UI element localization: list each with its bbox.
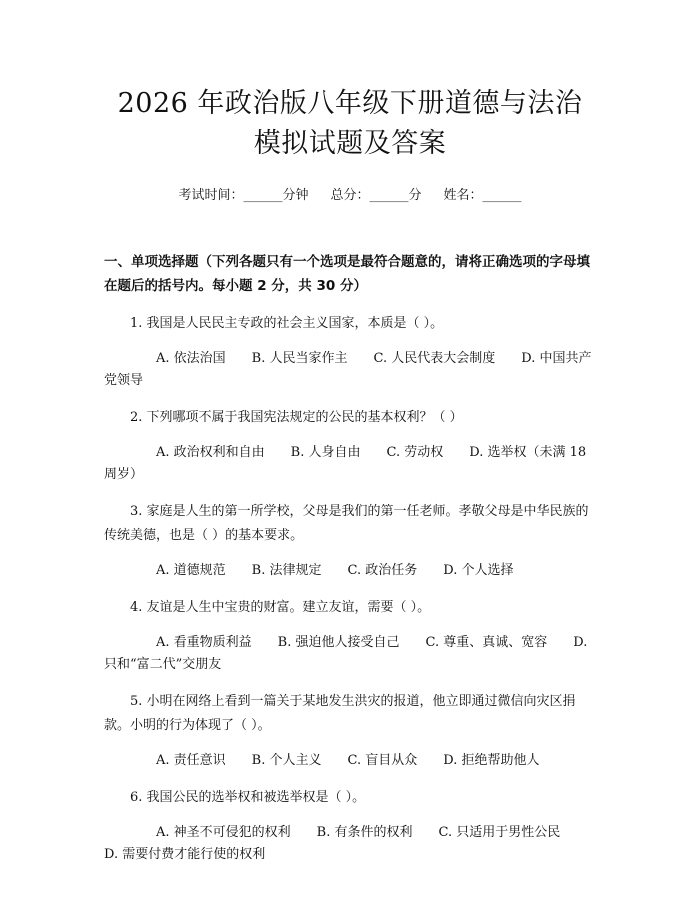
question-3-options (104, 560, 596, 582)
question-4-stem: 4. 友谊是人生中宝贵的财富。建立友谊，需要（ ）。 (130, 600, 431, 615)
question-1-options (104, 348, 596, 392)
section-heading-single-choice: 一、单项选择题（下列各题只有一个选项是最符合题意的，请将正确选项的字母填在题后的括号内。每小题 2 分，共 30 分） (104, 254, 590, 294)
question-2-option-c: C. 劳动权 (386, 445, 444, 460)
question-2-option-b: B. 人身自由 (290, 445, 361, 460)
question-5-options (104, 750, 596, 772)
question-6-option-a: A. 神圣不可侵犯的权利 (156, 825, 291, 840)
question-6-stem: 6. 我国公民的选举权和被选举权是（ ）。 (130, 790, 366, 805)
exam-time-field: 考试时间：______分钟 (178, 188, 309, 203)
student-name-field: 姓名：______ (443, 188, 522, 203)
exam-info-line (104, 186, 596, 206)
question-1-option-d: D. 中国共产党领导 (104, 351, 592, 388)
question-3-option-d: D. 个人选择 (443, 563, 514, 578)
question-4-options (104, 632, 596, 676)
question-5-option-b: B. 个人主义 (251, 753, 322, 768)
question-5-stem: 5. 小明在网络上看到一篇关于某地发生洪灾的报道，他立即通过微信向灾区捐款。小明的行为体现了（ ）。 (104, 694, 576, 733)
question-2-stem: 2. 下列哪项不属于我国宪法规定的公民的基本权利？（ ） (130, 410, 463, 425)
question-5-option-a: A. 责任意识 (156, 753, 226, 768)
question-6-option-b: B. 有条件的权利 (316, 825, 413, 840)
total-score-field: 总分：______分 (330, 188, 422, 203)
question-3-option-b: B. 法律规定 (251, 563, 322, 578)
question-1-stem: 1. 我国是人民民主专政的社会主义国家，本质是（ ）。 (130, 316, 444, 331)
question-4-option-a: A. 看重物质利益 (156, 635, 252, 650)
question-2-option-a: A. 政治权利和自由 (156, 445, 265, 460)
question-4-option-b: B. 强迫他人接受自己 (277, 635, 400, 650)
question-4-option-c: C. 尊重、真诚、宽容 (425, 635, 548, 650)
question-5-option-d: D. 拒绝帮助他人 (443, 753, 540, 768)
question-1-option-a: A. 依法治国 (156, 351, 226, 366)
question-5-option-c: C. 盲目从众 (347, 753, 418, 768)
question-6-option-c: C. 只适用于男性公民 (438, 825, 561, 840)
question-1-option-b: B. 人民当家作主 (251, 351, 348, 366)
question-2-options (104, 442, 596, 486)
document-title: 2026 年政治版八年级下册道德与法治模拟试题及答案 (117, 88, 583, 159)
question-2-option-d: D. 选举权（未满 18 周岁） (104, 445, 587, 482)
question-4-option-d: D. 只和“富二代”交朋友 (104, 635, 588, 672)
question-3-option-a: A. 道德规范 (156, 563, 226, 578)
question-6-options (104, 822, 596, 866)
question-6-option-d: D. 需要付费才能行使的权利 (104, 847, 266, 862)
question-3-option-c: C. 政治任务 (347, 563, 418, 578)
question-1-option-c: C. 人民代表大会制度 (373, 351, 496, 366)
question-3-stem: 3. 家庭是人生的第一所学校，父母是我们的第一任老师。孝敬父母是中华民族的传统美德，也是（ ）的基本要求。 (104, 504, 589, 543)
